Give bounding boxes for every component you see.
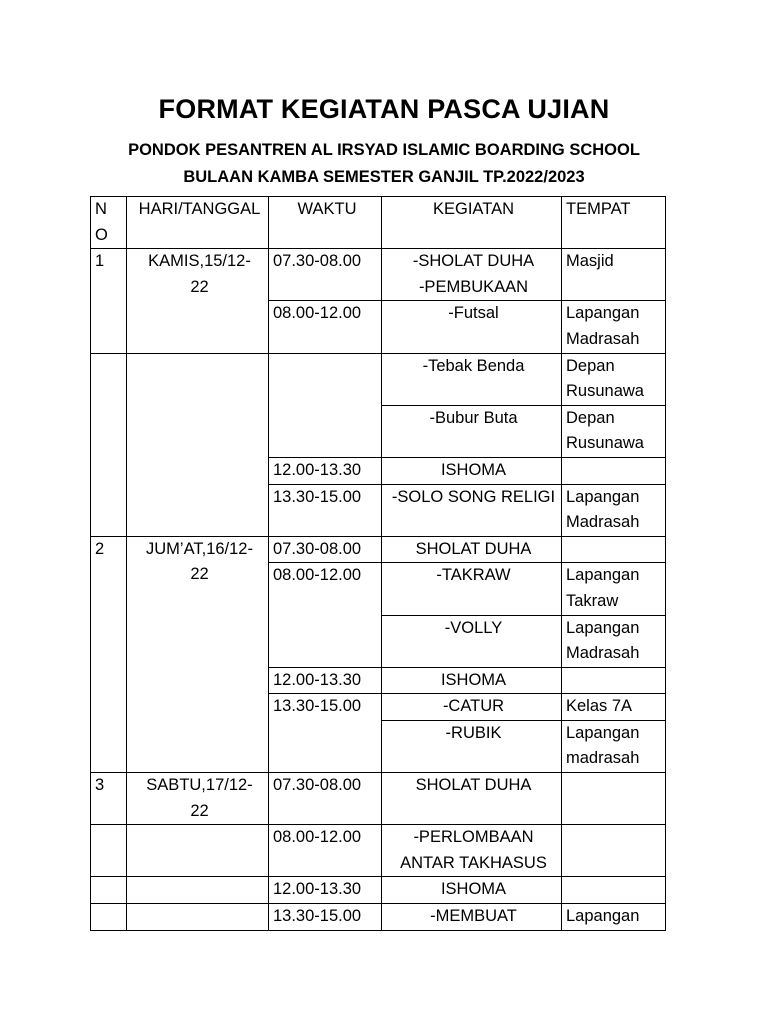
header-waktu: WAKTU xyxy=(269,197,382,249)
cell-waktu: 12.00-13.30 xyxy=(269,457,382,484)
cell-tempat xyxy=(562,773,666,825)
cell-waktu: 08.00-12.00 xyxy=(269,563,382,667)
table-header-row xyxy=(91,197,666,249)
cell-waktu: 12.00-13.30 xyxy=(269,667,382,694)
table-row xyxy=(91,353,666,405)
cell-tempat: Lapangan madrasah xyxy=(562,720,666,772)
header-hari-tanggal: HARI/TANGGAL xyxy=(127,197,269,249)
cell-kegiatan: -Bubur Buta xyxy=(382,405,562,457)
header-kegiatan: KEGIATAN xyxy=(382,197,562,249)
page-title: FORMAT KEGIATAN PASCA UJIAN xyxy=(158,94,610,124)
table-row xyxy=(91,536,666,563)
cell-tempat xyxy=(562,536,666,563)
cell-waktu: 07.30-08.00 xyxy=(269,773,382,825)
cell-waktu: 08.00-12.00 xyxy=(269,301,382,353)
school-name: PONDOK PESANTREN AL IRSYAD ISLAMIC BOARDING SCHOOL xyxy=(128,141,640,159)
cell-tempat xyxy=(562,825,666,877)
cell-kegiatan: -CATUR xyxy=(382,694,562,721)
cell-hari-tanggal xyxy=(127,825,269,877)
cell-no xyxy=(91,353,127,536)
cell-waktu: 08.00-12.00 xyxy=(269,825,382,877)
schedule-table xyxy=(90,196,666,931)
cell-kegiatan: -SHOLAT DUHA -PEMBUKAAN xyxy=(382,249,562,301)
cell-waktu xyxy=(269,353,382,457)
header-no: N O xyxy=(91,197,127,249)
cell-tempat: Depan Rusunawa xyxy=(562,353,666,405)
cell-waktu: 12.00-13.30 xyxy=(269,877,382,904)
cell-hari-tanggal: SABTU,17/12- 22 xyxy=(127,773,269,825)
cell-kegiatan: -VOLLY xyxy=(382,615,562,667)
cell-tempat: Masjid xyxy=(562,249,666,301)
cell-waktu: 13.30-15.00 xyxy=(269,484,382,536)
cell-tempat: Depan Rusunawa xyxy=(562,405,666,457)
cell-kegiatan: -Futsal xyxy=(382,301,562,353)
cell-waktu: 07.30-08.00 xyxy=(269,536,382,563)
table-row xyxy=(91,877,666,904)
cell-kegiatan: -SOLO SONG RELIGI xyxy=(382,484,562,536)
cell-tempat: Lapangan Madrasah xyxy=(562,615,666,667)
cell-hari-tanggal: KAMIS,15/12- 22 xyxy=(127,249,269,353)
cell-tempat xyxy=(562,877,666,904)
cell-hari-tanggal xyxy=(127,877,269,904)
cell-kegiatan: -Tebak Benda xyxy=(382,353,562,405)
cell-no: 3 xyxy=(91,773,127,825)
cell-no: 1 xyxy=(91,249,127,353)
cell-hari-tanggal: JUM’AT,16/12- 22 xyxy=(127,536,269,772)
cell-no xyxy=(91,877,127,904)
cell-tempat: Kelas 7A xyxy=(562,694,666,721)
cell-no xyxy=(91,904,127,931)
cell-waktu: 13.30-15.00 xyxy=(269,694,382,773)
cell-kegiatan: -MEMBUAT xyxy=(382,904,562,931)
cell-waktu: 13.30-15.00 xyxy=(269,904,382,931)
cell-no xyxy=(91,825,127,877)
cell-hari-tanggal xyxy=(127,353,269,536)
cell-kegiatan: -RUBIK xyxy=(382,720,562,772)
cell-tempat xyxy=(562,667,666,694)
table-row xyxy=(91,773,666,825)
cell-kegiatan: ISHOMA xyxy=(382,457,562,484)
cell-tempat: Lapangan xyxy=(562,904,666,931)
table-row xyxy=(91,249,666,301)
cell-tempat xyxy=(562,457,666,484)
cell-tempat: Lapangan Madrasah xyxy=(562,301,666,353)
table-row xyxy=(91,904,666,931)
cell-kegiatan: SHOLAT DUHA xyxy=(382,536,562,563)
table-row xyxy=(91,825,666,877)
cell-kegiatan: SHOLAT DUHA xyxy=(382,773,562,825)
cell-kegiatan: -PERLOMBAAN ANTAR TAKHASUS xyxy=(382,825,562,877)
cell-tempat: Lapangan Madrasah xyxy=(562,484,666,536)
cell-waktu: 07.30-08.00 xyxy=(269,249,382,301)
cell-tempat: Lapangan Takraw xyxy=(562,563,666,615)
cell-kegiatan: ISHOMA xyxy=(382,877,562,904)
header-tempat: TEMPAT xyxy=(562,197,666,249)
cell-kegiatan: ISHOMA xyxy=(382,667,562,694)
cell-no: 2 xyxy=(91,536,127,772)
cell-hari-tanggal xyxy=(127,904,269,931)
cell-kegiatan: -TAKRAW xyxy=(382,563,562,615)
semester-info: BULAAN KAMBA SEMESTER GANJIL TP.2022/2023 xyxy=(183,168,585,186)
